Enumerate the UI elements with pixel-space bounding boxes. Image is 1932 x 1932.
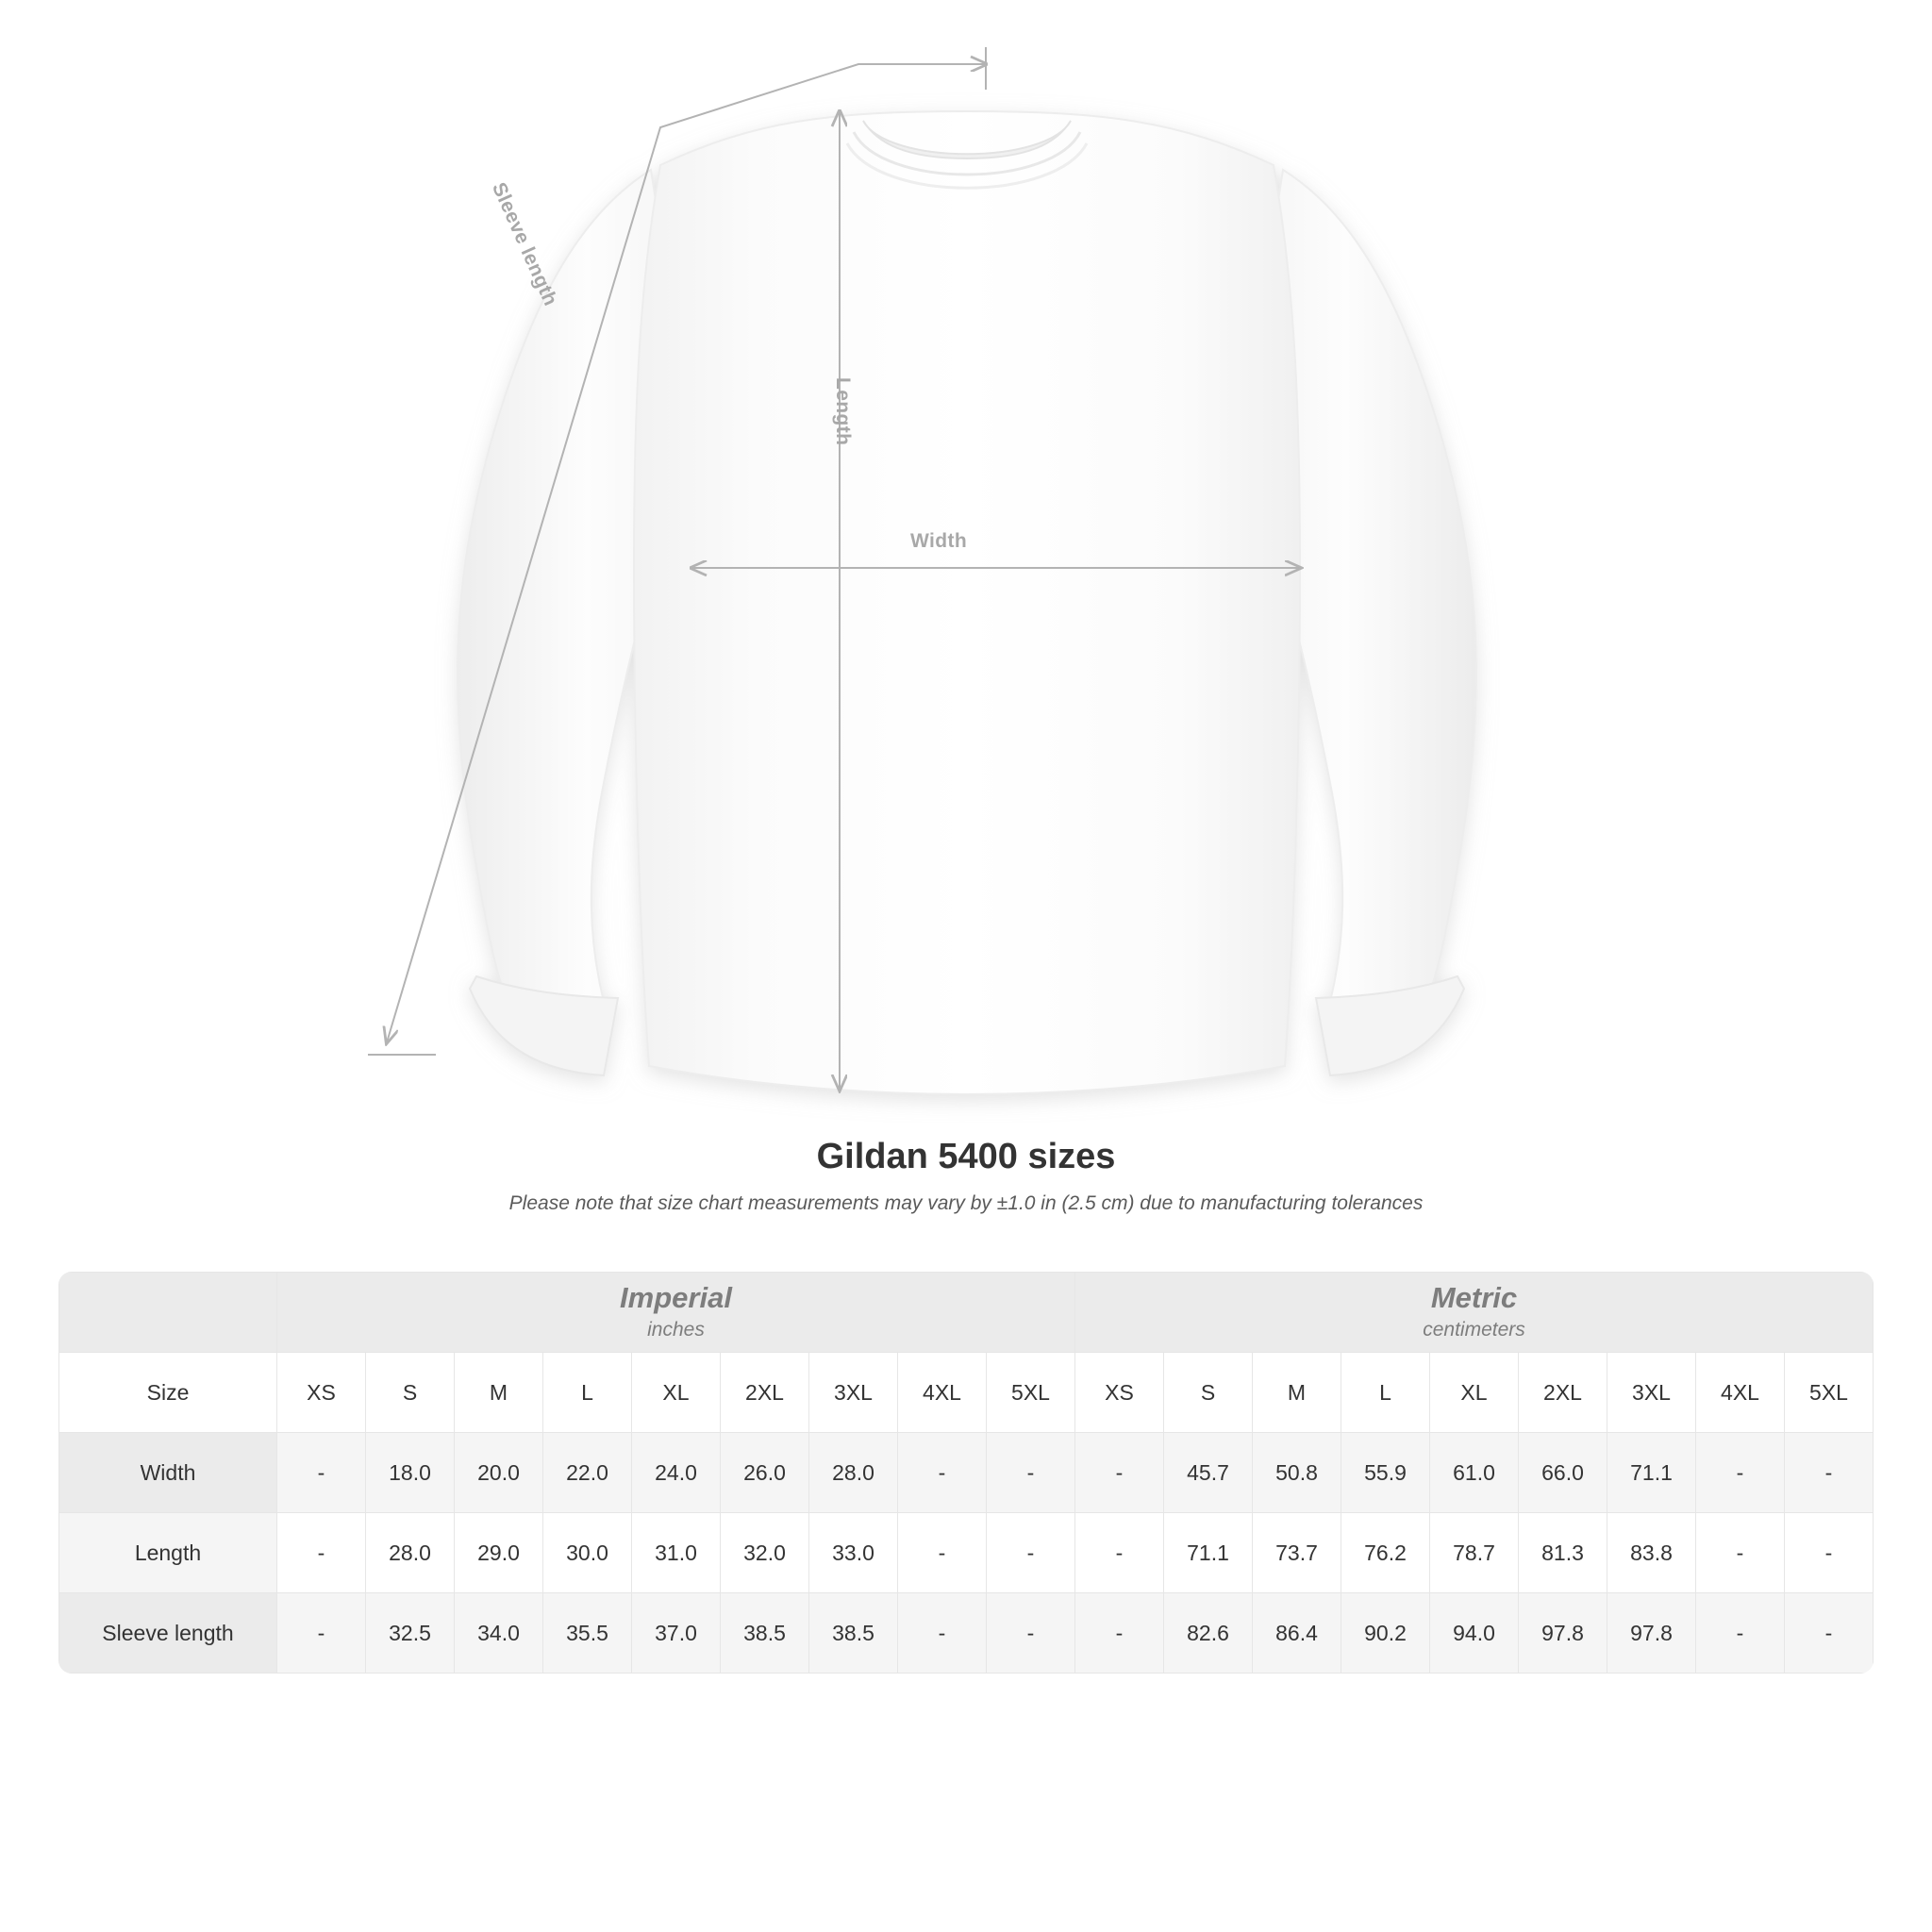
title-block	[0, 1137, 1932, 1215]
cell-length-imperial-xl: 31.0	[632, 1513, 721, 1593]
cell-length-metric-3xl: 83.8	[1607, 1513, 1696, 1593]
column-header-metric-s: S	[1164, 1353, 1253, 1433]
cell-sleeve-metric-xl: 94.0	[1430, 1593, 1519, 1674]
cell-sleeve-metric-m: 86.4	[1253, 1593, 1341, 1674]
cell-length-metric-2xl: 81.3	[1519, 1513, 1607, 1593]
cell-sleeve-metric-3xl: 97.8	[1607, 1593, 1696, 1674]
cell-length-imperial-s: 28.0	[366, 1513, 455, 1593]
cell-width-metric-m: 50.8	[1253, 1433, 1341, 1513]
cell-sleeve-imperial-xs: -	[277, 1593, 366, 1674]
cell-sleeve-imperial-m: 34.0	[455, 1593, 543, 1674]
column-header-imperial-2xl: 2XL	[721, 1353, 809, 1433]
cell-sleeve-imperial-3xl: 38.5	[809, 1593, 898, 1674]
row-header-sleeve-length: Sleeve length	[59, 1593, 277, 1674]
cell-width-imperial-xs: -	[277, 1433, 366, 1513]
table-row	[59, 1513, 1874, 1593]
column-header-metric-l: L	[1341, 1353, 1430, 1433]
cell-length-imperial-xs: -	[277, 1513, 366, 1593]
size-table-wrapper	[58, 1272, 1874, 1674]
cell-width-metric-s: 45.7	[1164, 1433, 1253, 1513]
cell-length-metric-xl: 78.7	[1430, 1513, 1519, 1593]
cell-length-imperial-2xl: 32.0	[721, 1513, 809, 1593]
cell-width-imperial-l: 22.0	[543, 1433, 632, 1513]
column-header-metric-xs: XS	[1075, 1353, 1164, 1433]
column-header-imperial-xs: XS	[277, 1353, 366, 1433]
cell-width-imperial-2xl: 26.0	[721, 1433, 809, 1513]
table-row	[59, 1593, 1874, 1674]
unit-header-spacer	[59, 1273, 277, 1353]
column-header-imperial-s: S	[366, 1353, 455, 1433]
cell-length-metric-4xl: -	[1696, 1513, 1785, 1593]
unit-group-imperial	[277, 1273, 1075, 1353]
cell-length-metric-5xl: -	[1785, 1513, 1874, 1593]
column-header-metric-2xl: 2XL	[1519, 1353, 1607, 1433]
cell-sleeve-imperial-5xl: -	[987, 1593, 1075, 1674]
cell-width-imperial-xl: 24.0	[632, 1433, 721, 1513]
column-header-metric-5xl: 5XL	[1785, 1353, 1874, 1433]
column-header-imperial-m: M	[455, 1353, 543, 1433]
column-header-imperial-5xl: 5XL	[987, 1353, 1075, 1433]
cell-width-metric-3xl: 71.1	[1607, 1433, 1696, 1513]
width-label: Width	[910, 530, 968, 552]
cell-width-imperial-3xl: 28.0	[809, 1433, 898, 1513]
cell-length-imperial-m: 29.0	[455, 1513, 543, 1593]
cell-sleeve-metric-l: 90.2	[1341, 1593, 1430, 1674]
cell-length-metric-m: 73.7	[1253, 1513, 1341, 1593]
cell-sleeve-imperial-4xl: -	[898, 1593, 987, 1674]
cell-sleeve-imperial-l: 35.5	[543, 1593, 632, 1674]
cell-length-metric-l: 76.2	[1341, 1513, 1430, 1593]
size-table	[58, 1272, 1874, 1674]
cell-width-metric-xs: -	[1075, 1433, 1164, 1513]
cell-width-metric-l: 55.9	[1341, 1433, 1430, 1513]
cell-sleeve-metric-s: 82.6	[1164, 1593, 1253, 1674]
column-header-size: Size	[59, 1353, 277, 1433]
column-header-imperial-4xl: 4XL	[898, 1353, 987, 1433]
cell-width-imperial-4xl: -	[898, 1433, 987, 1513]
cell-length-imperial-l: 30.0	[543, 1513, 632, 1593]
unit-group-metric-sub: centimeters	[1423, 1318, 1525, 1341]
cell-sleeve-metric-xs: -	[1075, 1593, 1164, 1674]
length-label: Length	[832, 377, 854, 446]
column-header-metric-m: M	[1253, 1353, 1341, 1433]
cell-width-imperial-s: 18.0	[366, 1433, 455, 1513]
cell-sleeve-metric-2xl: 97.8	[1519, 1593, 1607, 1674]
cell-sleeve-imperial-xl: 37.0	[632, 1593, 721, 1674]
unit-group-metric-name: Metric	[1430, 1280, 1518, 1314]
cell-sleeve-metric-4xl: -	[1696, 1593, 1785, 1674]
row-header-width: Width	[59, 1433, 277, 1513]
cell-length-imperial-4xl: -	[898, 1513, 987, 1593]
page-title: Gildan 5400 sizes	[816, 1137, 1116, 1176]
cell-length-metric-xs: -	[1075, 1513, 1164, 1593]
unit-group-imperial-name: Imperial	[620, 1280, 732, 1314]
cell-length-imperial-5xl: -	[987, 1513, 1075, 1593]
column-header-imperial-xl: XL	[632, 1353, 721, 1433]
column-header-metric-4xl: 4XL	[1696, 1353, 1785, 1433]
cell-width-metric-2xl: 66.0	[1519, 1433, 1607, 1513]
cell-length-metric-s: 71.1	[1164, 1513, 1253, 1593]
cell-sleeve-metric-5xl: -	[1785, 1593, 1874, 1674]
cell-sleeve-imperial-2xl: 38.5	[721, 1593, 809, 1674]
column-header-metric-xl: XL	[1430, 1353, 1519, 1433]
size-header-row	[59, 1353, 1874, 1433]
unit-group-metric	[1075, 1273, 1874, 1353]
column-header-imperial-3xl: 3XL	[809, 1353, 898, 1433]
cell-width-metric-4xl: -	[1696, 1433, 1785, 1513]
tolerance-note: Please note that size chart measurements may vary by ±1.0 in (2.5 cm) due to manufacturing tolerances	[508, 1192, 1424, 1214]
table-row	[59, 1433, 1874, 1513]
cell-width-metric-xl: 61.0	[1430, 1433, 1519, 1513]
row-header-length: Length	[59, 1513, 277, 1593]
column-header-metric-3xl: 3XL	[1607, 1353, 1696, 1433]
unit-header-row	[59, 1273, 1874, 1353]
cell-width-imperial-m: 20.0	[455, 1433, 543, 1513]
column-header-imperial-l: L	[543, 1353, 632, 1433]
sleeve-length-label: Sleeve length	[487, 179, 562, 309]
cell-length-imperial-3xl: 33.0	[809, 1513, 898, 1593]
cell-sleeve-imperial-s: 32.5	[366, 1593, 455, 1674]
cell-width-imperial-5xl: -	[987, 1433, 1075, 1513]
cell-width-metric-5xl: -	[1785, 1433, 1874, 1513]
unit-group-imperial-sub: inches	[647, 1318, 705, 1341]
